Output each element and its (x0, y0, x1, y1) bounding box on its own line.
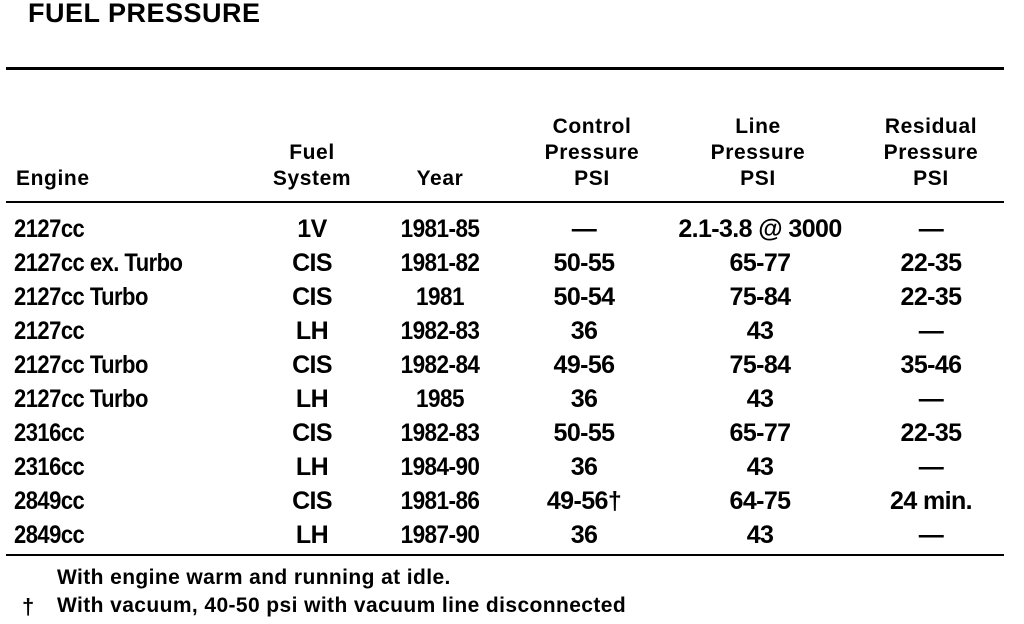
dagger-symbol: † (22, 594, 35, 619)
cell-engine: 2849cc (14, 487, 85, 515)
cell-control-pressure: 50-55 (553, 249, 615, 277)
cell-line-pressure: 43 (746, 385, 774, 413)
cell-fuel-system: CIS (292, 283, 332, 311)
cell-control-pressure: 36 (570, 521, 598, 549)
cell-residual-pressure: 22-35 (900, 283, 962, 311)
cell-control-pressure: 50-54 (553, 283, 615, 311)
cell-control-pressure: 49-56† (546, 487, 622, 515)
header-line-pressure: Line Pressure PSI (710, 115, 806, 190)
cell-residual-pressure: 22-35 (900, 249, 962, 277)
cell-year: 1982-83 (400, 317, 480, 345)
cell-line-pressure: 43 (746, 317, 774, 345)
footnote-vacuum: With vacuum, 40-50 psi with vacuum line disconnected (57, 594, 627, 617)
cell-fuel-system: LH (295, 453, 329, 481)
header-engine: Engine (16, 167, 90, 190)
header-control-pressure: Control Pressure PSI (544, 115, 640, 190)
header-residual-pressure: Residual Pressure PSI (883, 115, 979, 190)
cell-fuel-system: LH (295, 317, 329, 345)
header-year: Year (416, 167, 464, 190)
footer-rule (6, 554, 1004, 556)
table-row (0, 450, 1024, 484)
cell-line-pressure: 43 (746, 453, 774, 481)
cell-residual-pressure: — (918, 453, 944, 481)
cell-control-pressure: 36 (570, 317, 598, 345)
cell-line-pressure: 65-77 (729, 249, 791, 277)
table-row (0, 484, 1024, 518)
table-body (0, 212, 1024, 552)
cell-fuel-system: CIS (292, 487, 332, 515)
cell-year: 1985 (416, 385, 464, 413)
cell-control-pressure: 49-56 (553, 351, 615, 379)
cell-line-pressure: 75-84 (729, 351, 791, 379)
cell-year: 1987-90 (400, 521, 480, 549)
cell-year: 1981 (416, 283, 464, 311)
cell-line-pressure: 75-84 (729, 283, 791, 311)
cell-year: 1984-90 (400, 453, 480, 481)
cell-engine: 2127cc Turbo (14, 283, 148, 311)
cell-fuel-system: LH (295, 521, 329, 549)
table-row (0, 382, 1024, 416)
cell-engine: 2127cc (14, 317, 85, 345)
cell-fuel-system: CIS (292, 249, 332, 277)
footnote-idle: With engine warm and running at idle. (57, 566, 451, 589)
cell-residual-pressure: — (918, 215, 944, 243)
cell-engine: 2316cc (14, 419, 85, 447)
cell-fuel-system: LH (295, 385, 329, 413)
cell-line-pressure: 64-75 (729, 487, 791, 515)
cell-residual-pressure: — (918, 317, 944, 345)
cell-residual-pressure: 35-46 (900, 351, 962, 379)
cell-residual-pressure: — (918, 521, 944, 549)
cell-residual-pressure: 22-35 (900, 419, 962, 447)
cell-fuel-system: CIS (292, 351, 332, 379)
cell-year: 1981-82 (400, 249, 480, 277)
table-row (0, 246, 1024, 280)
cell-engine: 2127cc Turbo (14, 385, 148, 413)
cell-fuel-system: CIS (292, 419, 332, 447)
cell-engine: 2127cc (14, 215, 85, 243)
cell-year: 1982-83 (400, 419, 480, 447)
header-rule (6, 201, 1004, 203)
cell-year: 1982-84 (400, 351, 480, 379)
cell-engine: 2127cc ex. Turbo (14, 249, 183, 277)
cell-engine: 2127cc Turbo (14, 351, 148, 379)
table-row (0, 518, 1024, 552)
cell-residual-pressure: 24 min. (890, 487, 972, 515)
table-row (0, 314, 1024, 348)
table-row (0, 416, 1024, 450)
page-title: FUEL PRESSURE (28, 0, 261, 28)
cell-residual-pressure: — (918, 385, 944, 413)
cell-year: 1981-86 (400, 487, 480, 515)
cell-engine: 2849cc (14, 521, 85, 549)
header-fuel-system: Fuel System (272, 141, 352, 190)
cell-engine: 2316cc (14, 453, 85, 481)
top-rule (6, 67, 1004, 70)
cell-control-pressure: 36 (570, 453, 598, 481)
cell-line-pressure: 65-77 (729, 419, 791, 447)
cell-control-pressure: 50-55 (553, 419, 615, 447)
cell-fuel-system: 1V (297, 215, 327, 243)
table-row (0, 348, 1024, 382)
cell-control-pressure: — (571, 215, 597, 243)
cell-year: 1981-85 (400, 215, 480, 243)
table-row (0, 212, 1024, 246)
cell-line-pressure: 43 (746, 521, 774, 549)
cell-control-pressure: 36 (570, 385, 598, 413)
table-row (0, 280, 1024, 314)
cell-line-pressure: 2.1-3.8 @ 3000 (678, 215, 842, 243)
